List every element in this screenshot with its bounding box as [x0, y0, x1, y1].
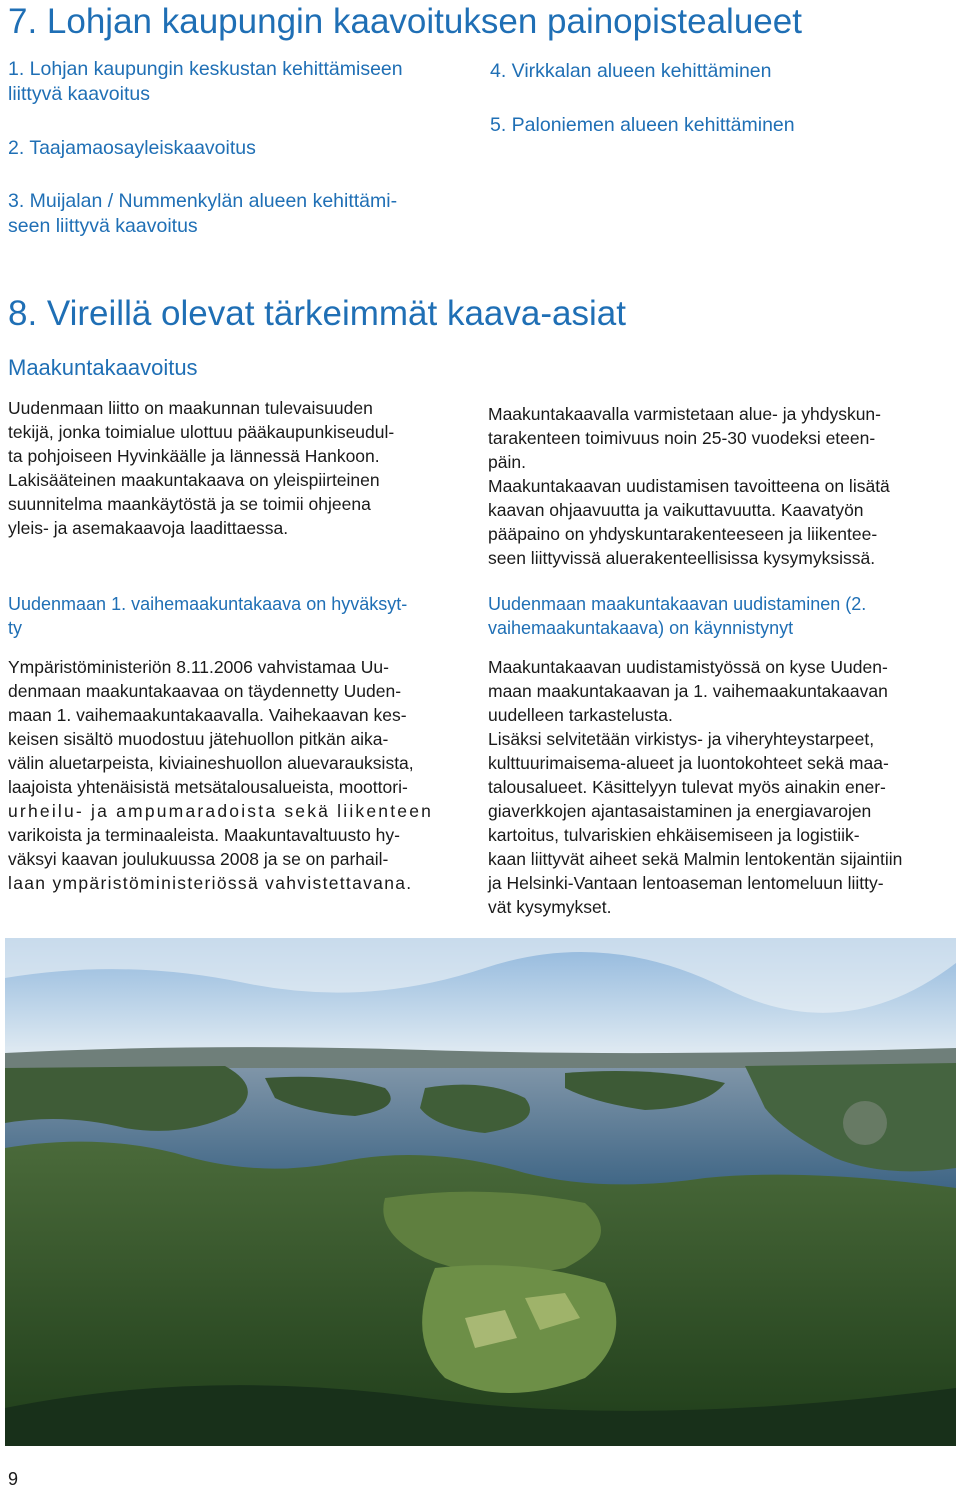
right-subsection-heading	[488, 592, 950, 640]
left-body-line: urheilu- ja ampumaradoista sekä liikenteen	[8, 801, 434, 821]
left-body-paragraph	[8, 655, 463, 895]
priority-list-item-2	[8, 136, 478, 161]
right-body-line: kartoitus, tulvariskien ehkäisemiseen ja logistiik-	[488, 825, 860, 845]
left-intro-line: ta pohjoiseen Hyvinkäälle ja lännessä Hankoon.	[8, 446, 380, 466]
section-8-subheading: Maakuntakaavoitus	[8, 355, 198, 380]
section-8-title: 8. Vireillä olevat tärkeimmät kaava-asiat	[8, 294, 626, 333]
right-body-paragraph	[488, 655, 950, 919]
right-body-line: giaverkkojen ajantasaistaminen ja energiavarojen	[488, 801, 872, 821]
right-body-line: uudelleen tarkastelusta.	[488, 705, 673, 725]
right-body-line: Lisäksi selvitetään virkistys- ja viheryhteystarpeet,	[488, 729, 875, 749]
left-body-line: maan 1. vaihemaakuntakaavalla. Vaihekaavan kes-	[8, 705, 407, 725]
priority-list-item-5	[490, 113, 950, 138]
right-body-line: kulttuurimaisema-alueet ja luontokohteet sekä maa-	[488, 753, 889, 773]
right-intro-line: pääpaino on yhdyskuntarakenteeseen ja liikentee-	[488, 524, 878, 544]
left-body-line: välin aluetarpeista, kiviaineshuollon aluevarauksista,	[8, 753, 414, 773]
left-intro-line: suunnitelma maankäytöstä ja se toimii ohjeena	[8, 494, 371, 514]
right-heading-line: vaihemaakuntakaava) on käynnistynyt	[488, 618, 794, 638]
right-intro-line: Maakuntakaavalla varmistetaan alue- ja yhdyskun-	[488, 404, 881, 424]
priority-list-item-4	[490, 59, 950, 84]
left-body-line: laajoista yhtenäisistä metsätalousalueista, moottori-	[8, 777, 408, 797]
left-intro-paragraph	[8, 396, 463, 540]
left-intro-line: tekijä, jonka toimialue ulottuu pääkaupunkiseudul-	[8, 422, 395, 442]
right-intro-line: tarakenteen toimivuus noin 25-30 vuodeksi eteen-	[488, 428, 876, 448]
right-body-line: talousalueet. Käsittelyyn tulevat myös ainakin ener-	[488, 777, 886, 797]
priority-list-item-2-line-1: 2. Taajamaosayleiskaavoitus	[8, 137, 256, 159]
right-heading-line: Uudenmaan maakuntakaavan uudistaminen (2.	[488, 594, 867, 614]
right-body-line: kaan liittyvät aiheet sekä Malmin lentokentän sijaintiin	[488, 849, 903, 869]
left-heading-line: ty	[8, 618, 23, 638]
page-number: 9	[8, 1469, 19, 1489]
right-body-line: Maakuntakaavan uudistamistyössä on kyse Uuden-	[488, 657, 888, 677]
left-body-line: varikoista ja terminaaleista. Maakuntavaltuusto hy-	[8, 825, 400, 845]
left-subsection-heading	[8, 592, 463, 640]
priority-list-item-5-line-1: 5. Paloniemen alueen kehittäminen	[490, 114, 795, 136]
priority-list-item-1-line-2: liittyvä kaavoitus	[8, 83, 150, 105]
priority-list-item-1-line-1: 1. Lohjan kaupungin keskustan kehittämiseen	[8, 58, 403, 80]
right-intro-line: päin.	[488, 452, 526, 472]
priority-list-item-3-line-1: 3. Muijalan / Nummenkylän alueen kehittämi-	[8, 190, 398, 212]
left-heading-line: Uudenmaan 1. vaihemaakuntakaava on hyväksyt-	[8, 594, 408, 614]
priority-list-item-3	[8, 189, 478, 239]
priority-list-item-1	[8, 57, 478, 107]
right-body-line: vät kysymykset.	[488, 897, 612, 917]
priority-list-item-4-line-1: 4. Virkkalan alueen kehittäminen	[490, 60, 772, 82]
right-intro-line: kaavan ohjaavuutta ja vaikuttavuutta. Kaavatyön	[488, 500, 864, 520]
right-intro-line: seen liittyvissä aluerakenteellisissa kysymyksissä.	[488, 548, 876, 568]
left-intro-line: yleis- ja asemakaavoja laadittaessa.	[8, 518, 289, 538]
aerial-photo-illustration	[5, 938, 956, 1446]
right-body-line: maan maakuntakaavan ja 1. vaihemaakuntakaavan	[488, 681, 888, 701]
priority-list-item-3-line-2: seen liittyvä kaavoitus	[8, 215, 198, 237]
right-body-line: ja Helsinki-Vantaan lentoaseman lentomeluun liitty-	[488, 873, 884, 893]
left-intro-line: Uudenmaan liitto on maakunnan tulevaisuuden	[8, 398, 373, 418]
aerial-lake-landscape-photo	[5, 938, 956, 1446]
right-intro-paragraph	[488, 402, 950, 570]
left-body-line: denmaan maakuntakaavaa on täydennetty Uuden-	[8, 681, 402, 701]
left-body-line: laan ympäristöministeriössä vahvistettavana.	[8, 873, 413, 893]
left-body-line: keisen sisältö muodostuu jätehuollon pitkän aika-	[8, 729, 389, 749]
right-intro-line: Maakuntakaavan uudistamisen tavoitteena on lisätä	[488, 476, 890, 496]
section-7-title: 7. Lohjan kaupungin kaavoituksen painopistealueet	[8, 2, 802, 41]
left-body-line: Ympäristöministeriön 8.11.2006 vahvistamaa Uu-	[8, 657, 389, 677]
left-body-line: väksyi kaavan joulukuussa 2008 ja se on parhail-	[8, 849, 389, 869]
left-intro-line: Lakisääteinen maakuntakaava on yleispiirteinen	[8, 470, 380, 490]
